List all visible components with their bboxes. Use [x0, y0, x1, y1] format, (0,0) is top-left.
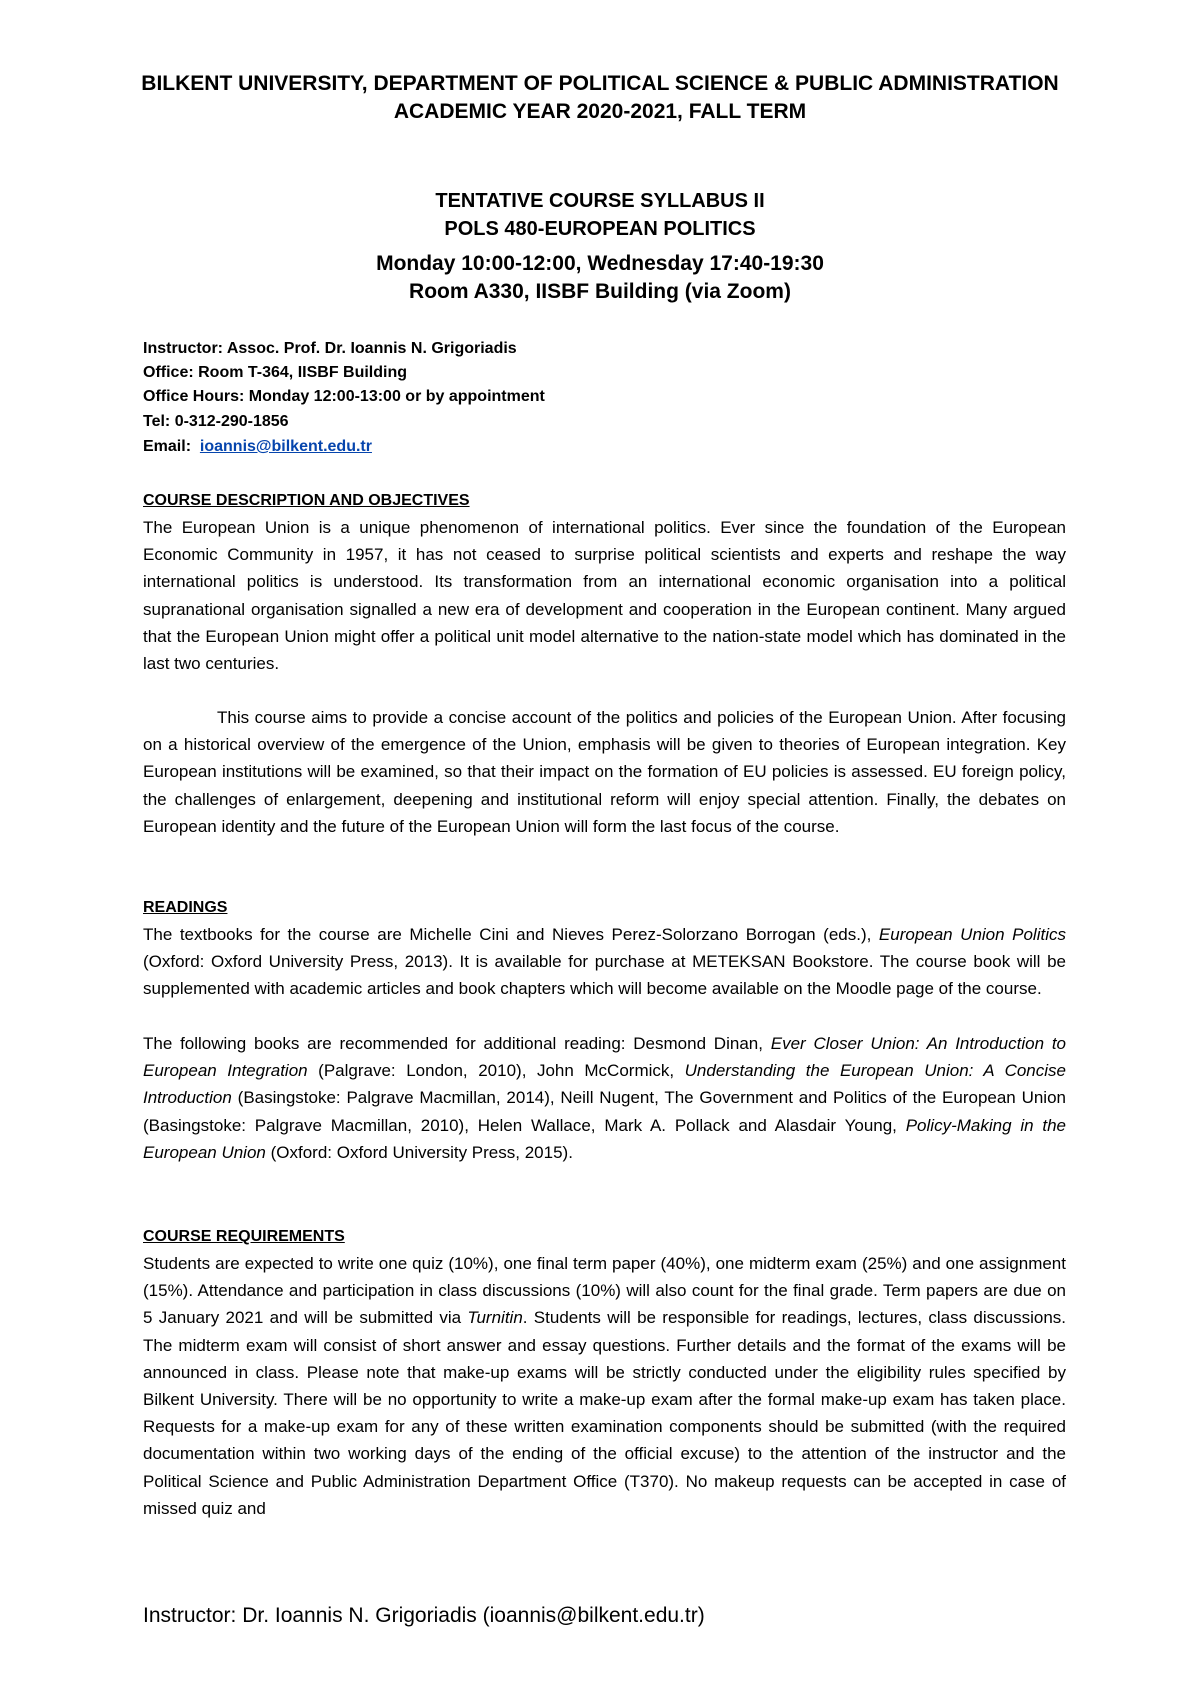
- readings-paragraph-1: [143, 921, 1066, 1003]
- requirements-text: . Students will be responsible for readings, lectures, class discussions. The midterm exam will consist of short answer and essay questions. Further details and the format of the exams will be announced in class. Please note that make-up exams will be strictly conducted under the eligibility rules specified by Bilkent University. There will be no opportunity to write a make-up exam after the formal make-up exam has taken place. Requests for a make-up exam for any of these written examination components should be submitted (with the required documentation within two working days of the ending of the official excuse) to the attention of the instructor and the Political Science and Public Administration Department Office (T370). No makeup requests can be accepted in case of missed quiz and: [143, 1308, 1066, 1518]
- description-heading: COURSE DESCRIPTION AND OBJECTIVES: [143, 492, 470, 509]
- telephone: Tel: 0-312-290-1856: [143, 413, 289, 430]
- description-paragraph-1: The European Union is a unique phenomenon of international politics. Ever since the foundation of the European Economic Community in 1957, it has not ceased to surprise political scientists and experts and reshape the way international politics is understood. Its transformation from an international economic organisation into a political supranational organisation signalled a new era of development and cooperation in the European continent. Many argued that the European Union might offer a political unit model alternative to the nation-state model which has dominated in the last two centuries.: [143, 518, 1066, 674]
- course-schedule: Monday 10:00-12:00, Wednesday 17:40-19:30: [376, 252, 824, 275]
- office-hours: Office Hours: Monday 12:00-13:00 or by appointment: [143, 388, 545, 405]
- turnitin-term: Turnitin: [467, 1308, 523, 1328]
- readings-text: (Oxford: Oxford University Press, 2013). It is available for purchase at METEKSAN Bookstore. The course book will be supplemented with academic articles and book chapters which will become available on the Moodle page of the course.: [143, 952, 1066, 999]
- page-footer: Instructor: Dr. Ioannis N. Grigoriadis (ioannis@bilkent.edu.tr): [143, 1604, 705, 1627]
- requirements-paragraph: [143, 1250, 1066, 1522]
- book-title: Ever Closer Union: An Introduction to European Integration: [143, 1034, 1066, 1081]
- course-room: Room A330, IISBF Building (via Zoom): [409, 280, 791, 303]
- instructor-name: Instructor: Assoc. Prof. Dr. Ioannis N. Grigoriadis: [143, 340, 517, 357]
- readings-text: (Palgrave: London, 2010), John McCormick,: [307, 1061, 685, 1081]
- book-title: European Union Politics: [878, 925, 1066, 944]
- book-title: Understanding the European Union: A Concise Introduction: [143, 1061, 1066, 1108]
- description-paragraph-2: This course aims to provide a concise account of the politics and policies of the European Union. After focusing on a historical overview of the emergence of the Union, emphasis will be given to theories of European integration. Key European institutions will be examined, so that their impact on the formation of EU policies is assessed. EU foreign policy, the challenges of enlargement, deepening and institutional reform will enjoy special attention. Finally, the debates on European identity and the future of the European Union will form the last focus of the course.: [143, 708, 1066, 836]
- academic-year-heading: ACADEMIC YEAR 2020-2021, FALL TERM: [393, 100, 807, 123]
- office-location: Office: Room T-364, IISBF Building: [143, 364, 408, 381]
- readings-text: (Basingstoke: Palgrave Macmillan, 2014), Neill Nugent, The Government and Politics of the European Union (Basingstoke: Palgrave Macmillan, 2010), Helen Wallace, Mark A. Pollack and Alasdair Young,: [143, 1088, 1066, 1135]
- email-label: Email:: [143, 438, 192, 455]
- email-line: [143, 438, 372, 456]
- syllabus-title: TENTATIVE COURSE SYLLABUS II: [435, 190, 765, 212]
- requirements-text: Students are expected to write one quiz (10%), one final term paper (40%), one midterm exam (25%) and one assignment (15%). Attendance and participation in class discussions (10%) will also count for the final grade. Term papers are due on 5 January 2021 and will be submitted via: [143, 1254, 1066, 1328]
- requirements-heading: COURSE REQUIREMENTS: [143, 1228, 345, 1245]
- readings-text: (Oxford: Oxford University Press, 2015).: [265, 1142, 573, 1162]
- readings-text: The textbooks for the course are Michelle Cini and Nieves Perez-Solorzano Borrogan (eds.),: [143, 925, 879, 944]
- readings-paragraph-2: [143, 1030, 1066, 1166]
- email-link[interactable]: ioannis@bilkent.edu.tr: [199, 438, 372, 455]
- readings-text: The following books are recommended for additional reading: Desmond Dinan,: [143, 1034, 771, 1053]
- book-title: Policy-Making in the European Union: [143, 1115, 1066, 1162]
- university-heading: BILKENT UNIVERSITY, DEPARTMENT OF POLITICAL SCIENCE & PUBLIC ADMINISTRATION: [141, 72, 1059, 95]
- readings-heading: READINGS: [143, 899, 228, 916]
- course-code-title: POLS 480-EUROPEAN POLITICS: [444, 218, 756, 240]
